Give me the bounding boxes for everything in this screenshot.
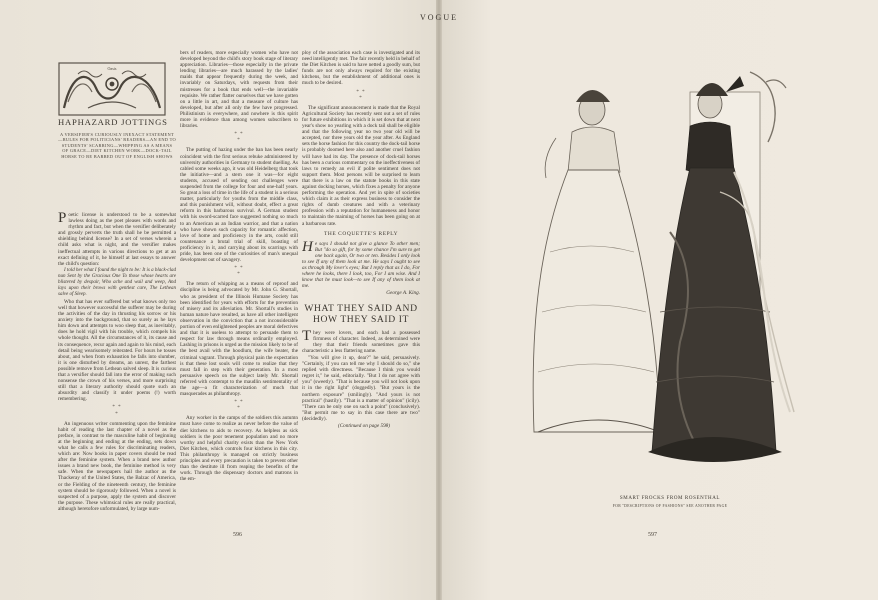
article-deck: A VERSIFIER'S CURIOUSLY INEXACT STATEMENT —RULES FOR POLITICIANS' READERS—AN END TO STUDENTS' SCARRING—WHIPPING AS A MEANS OF GRACE—DIET KITCHEN WORK—DOCK-TAIL HORSE TO BE BARRED OUT OF ENGLISH SHOWS — [58, 132, 176, 159]
asterism-divider: * * * — [234, 400, 244, 412]
asterism-divider: * * * — [234, 266, 244, 278]
ornament-header-image — [58, 62, 166, 116]
col2-paragraph-1: bers of readers, more especially women who have not developed beyond the child's story book stage of literary appreciation. Libraries—those especially in the private lending libraries—are much harassed by the ladies' maids that appear frequently during the week, and invariably on Saturdays, with requests from their mistresses for a book that ends well—the invariable requisite. We rather flatter ourselves that we have gotten on a little in art, and that a measure of culture has developed, but after all only the few have progressed. Philistinism is everywhere, and nowhere is this spirit more in evidence than among women subscribers to libraries. — [180, 50, 298, 130]
article-title: HAPHAZARD JOTTINGS — [58, 117, 168, 127]
poem-signature: George A. King. — [386, 290, 420, 297]
column-3 — [302, 50, 420, 534]
col2-paragraph-3: The return of whipping as a means of reproof and discipline is being advocated by Mr. John G. Shortall, who as president of the Illinois Humane Society has been identified for years with efforts for the prevention of misery and its alleviation. Mr. Shortall's studies in human nature have resulted, as have all other intelligent observation in the conviction that a not inconsiderable portion of even enlightened peoples are moral defectives and that it is useless to attempt to persuade them to respect for law through means ordinarily employed. Lashing in prisons is urged as the mission likely to be of the best avail with the hoodlum, the wife beater, the criminal vagrant. Through physical pain the expectation is that these lost souls will come to realize that they must fall in step with their generation. In a most persuasive speech on the subject lately Mr. Shortall referred with contempt to the maudlin sentimentality of the age—a fit characterization of much that masquerades as philanthropy. — [180, 281, 298, 398]
ornament-label: Oasis — [107, 66, 117, 71]
story-continued: (Continued on page 598) — [337, 422, 390, 429]
story-drop-cap: T — [302, 327, 312, 344]
col1-paragraph-3: An ingenuous writer commenting upon the feminine habit of reading the last chapter of a novel as the preface, in contrast to the masculine habit of beginning at the beginning and ending at the ending, sets down what he calls a few rules for discriminating readers, which are: Now books in paper covers should be read after the feminine system. When a brand new author issues a brand new book, the feminine method is very safe. When the newspapers hail the author as the Thackeray of the United States, the Balzac of America, or the Fielding of the nineteenth century, the feminine system should be rigorously followed. When a novel is suspected of a purpose, apply the system and discover the purpose. These whimsical rules are really practical, although heretofore unformulated, by large num- — [58, 420, 176, 512]
col1-paragraph-1: Poetic license is understood to be a somewhat lawless doing as the poet pleases with words and rhythm and fact, but when the versifier deliberately and grossly perverts the truth shall he be permitted a shielding behind license? In a set of verses wherein a child asks what is night, and the versifier makes ineffectual attempts in various directions to get at an exact defining of it, he himself at last essays to answer the child's question: — [58, 212, 176, 267]
column-1 — [58, 212, 176, 530]
illustration-subcaption: FOR "DESCRIPTIONS OF FASHIONS" SEE ANOTHER PAGE — [612, 504, 728, 508]
story-title: WHAT THEY SAID AND HOW THEY SAID IT — [304, 302, 418, 325]
col2-paragraph-4: Any worker in the camps of the soldiers this autumn must have come to realize as never before the value of diet kitchens to aids to recovery. As helpless as sick soldiers is the poor tenement population and no more worthy and helpful charity exists than the New York Diet Kitchen, which controls four kitchens in this city. This philanthropy is managed on strictly business principles and every precaution is taken to prevent other than the destitute ill from reaping the benefits of the work. Through the dispensary doctors and matrons in the em- — [180, 415, 298, 483]
asterism-divider: * * * — [112, 405, 122, 417]
asterism-divider: * * * — [234, 132, 244, 144]
col3-paragraph-2: The significant announcement is made that the Royal Agricultural Society has recently sent out a set of rules for future exhibitions in which it is set down that at next year's show no yearling with a dock tail shall be eligible and that the following year no two year old will be accepted, nor three years old the year after. As England sets the horse fashion for this country the dock-tail horse is probably doomed here also and another cruel fashion will have had its day. The presence of dock-tail horses has been a curious commentary on the ineffectiveness of laws to remedy an evil if polite sentiment does not support them. Most persons will be surprised to learn that there is a law on the statute books in this state against docking horses, which fixes a penalty for anyone performing the operation. And yet in spite of societies which claim it as their express business to consider the rights of dumb creatures and with a veterinary profession with a reputation for humaneness and honor to maintain the maiming of horses has been going on at a barbarous rate. — [302, 104, 420, 227]
col3-paragraph-1: ploy of the association each case is investigated and its need intelligently met. The fair recently held in behalf of the Diet Kitchen is said to have netted a goodly sum, but funds are not only always required for the existing kitchens, but the establishment of additional ones is much to be desired. — [302, 50, 420, 87]
page-number-right: 597 — [648, 532, 657, 538]
poem-drop-cap: H — [302, 238, 313, 255]
poem-title: THE COQUETTE'S REPLY — [323, 230, 399, 237]
drop-cap: P — [58, 212, 67, 226]
illustration-caption: SMART FROCKS FROM ROSENTHAL — [619, 496, 721, 501]
col1-paragraph-2: Who that has ever suffered but what knows only too well that however successful the sufferer may be during the activities of the day in thrusting his sorrow or his anxiety into the background, that so surely as he lays him down and attempts to woo sleep that, as inevitably, does he hold vigil with his trouble, which compels his whole thought. All the circumstances of it, its cause and its consequence, recur again and again to his mind, each detail being wearisomely reiterated. For hours he tosses about, and when from exhaustion he falls into slumber, it is one disturbed by dreams, an unrest, the farthest possible remove from Lethean salved sleep. It is curious that a versifier should fall into the error of making such nonsense the crown of his verses, and more surprising still that a literary authority should quote such an absurdity and classify it under poems (!) worth remembering. — [58, 298, 176, 403]
asterism-divider: * * * — [356, 89, 366, 101]
running-head: VOGUE — [420, 13, 458, 22]
fashion-illustration — [520, 52, 798, 484]
page-number-left: 596 — [233, 532, 242, 538]
story-intro: They were lovers, and each had a possessed firmness of character. Indeed, as determined were they that their friends sometimes gave this characteristic a less flattering name. — [302, 327, 420, 354]
col1-verse: I told her what I found the night to be: It is a black-clad nun Sent by the Gracious One To those whose hearts are blistered by despair, Who ache and wail and weep, And lays upon their brows with gentlest care, The Lethean salve of Sleep. — [58, 267, 176, 297]
col2-paragraph-2: The putting of hazing under the ban has been nearly coincident with the first serious rebuke administered by university authorities in Germany to student duelling. As cabled some weeks ago, it was old Heidelberg that took the initiative—and a stern one it was—for eight students, accused of sending out challenges were suspended from the college for four and one-half years. So great a loss of time in the life of a student is a serious matter, particularly for youths from the middle class, and this punishment will, without doubt, effect a great reform in this barbarous survival. A German student with his sword-scarred face suggested nothing so much to an American as an Indian warrior, and that a nation who have shown such capacity for romantic affection, love of home and proficiency in the arts, could still countenance a brutal trial of skill, boasting of proficiency in it, and carrying about its scarrings with pride, has been one of the curiosities of man's unequal development out of savagery. — [180, 147, 298, 264]
binding-gutter — [436, 0, 442, 600]
column-2 — [180, 50, 298, 530]
poem-body: He says I should not give a glance To other men; But "do so gift, for by some chance I'm sure to get one back again, Or two or ten. Besides I only look to see If any of them look at me. He says I ought to see as through My lover's eyes; But I reply that as I do, For where he looks, there I look, too, For I am wise. And I know that he must look—to see If any of them look at me. — [302, 238, 420, 290]
story-dialogue: "You will give it up, dear?" he said, persuasively. "Certainly, if you can tell me why I should do so," she replied with directness. "Because I think you would regret it," he said, editorially. "But I do not agree with you" (sweetly). "That is because you will not look upon it in the right light" (doggedly). "But yours is the northern exposure" (smilingly). "And yours is not practical" (hastily). "That is a matter of opinion" (icily). "There can be only one on such a point" (conclusively). "But permit me to say in this case there are two" (decidedly). — [302, 354, 420, 422]
